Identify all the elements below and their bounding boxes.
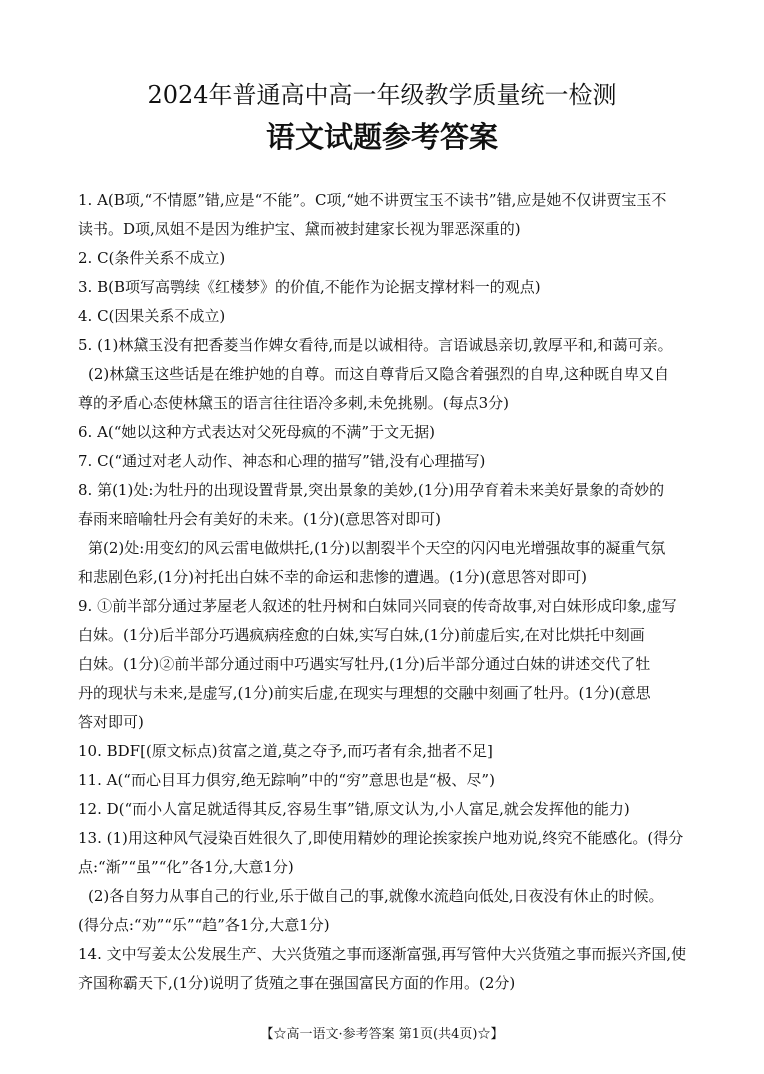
answer-line: 9. ①前半部分通过茅屋老人叙述的牡丹树和白妹同兴同衰的传奇故事,对白妹形成印象,虚写 [78, 597, 677, 615]
answer-line: 春雨来暗喻牡丹会有美好的未来。(1分)(意思答对即可) [78, 510, 441, 528]
answer-line: 8. 第(1)处:为牡丹的出现设置背景,突出景象的美妙,(1分)用孕育着未来美好景象的奇妙的 [78, 481, 665, 499]
answer-line: 14. 文中写姜太公发展生产、大兴货殖之事而逐渐富强,再写管仲大兴货殖之事而振兴齐国,使 [78, 945, 687, 963]
answer-line: 12. D(“而小人富足就适得其反,容易生事”错,原文认为,小人富足,就会发挥他的能力) [78, 800, 630, 818]
answer-line: 答对即可) [78, 713, 144, 731]
answer-line: 尊的矛盾心态使林黛玉的语言往往语冷多刺,未免挑剔。(每点3分) [78, 394, 510, 412]
answer-line: 读书。D项,凤姐不是因为维护宝、黛而被封建家长视为罪恶深重的) [78, 220, 521, 238]
answer-line: 1. A(B项,“不情愿”错,应是“不能”。C项,“她不讲贾宝玉不读书”错,应是她不仅讲贾宝玉不 [78, 191, 667, 209]
answer-line: 和悲剧色彩,(1分)衬托出白妹不幸的命运和悲惨的遭遇。(1分)(意思答对即可) [78, 568, 587, 586]
answer-line: 白妹。(1分)后半部分巧遇疯病痊愈的白妹,实写白妹,(1分)前虚后实,在对比烘托中刻画 [78, 626, 645, 644]
answer-line: (2)各自努力从事自己的行业,乐于做自己的事,就像水流趋向低处,日夜没有休止的时候。 [88, 887, 664, 905]
page-title: 2024年普通高中高一年级教学质量统一检测 [147, 81, 617, 109]
answer-line: 11. A(“而心目耳力俱穷,绝无踪响”中的“穷”意思也是“极、尽”) [78, 771, 495, 789]
answer-line: 5. (1)林黛玉没有把香菱当作婢女看待,而是以诚相待。言语诚恳亲切,敦厚平和,和蔼可亲。 [78, 336, 673, 354]
answer-line: 白妹。(1分)②前半部分通过雨中巧遇实写牡丹,(1分)后半部分通过白妹的讲述交代了牡 [78, 655, 651, 673]
answer-line: 13. (1)用这种风气浸染百姓很久了,即使用精妙的理论挨家挨户地劝说,终究不能感化。(得分 [78, 829, 684, 847]
answer-line: 7. C(“通过对老人动作、神态和心理的描写”错,没有心理描写) [78, 452, 486, 470]
answer-line: 10. BDF[(原文标点)贫富之道,莫之夺予,而巧者有余,拙者不足] [78, 742, 493, 760]
answer-line: 6. A(“她以这种方式表达对父死母疯的不满”于文无据) [78, 423, 435, 441]
page-subtitle: 语文试题参考答案 [265, 120, 498, 154]
answer-line: 2. C(条件关系不成立) [78, 249, 226, 267]
answer-line: 丹的现状与未来,是虚写,(1分)前实后虚,在现实与理想的交融中刻画了牡丹。(1分)(意思 [78, 684, 651, 702]
answer-line: (得分点:“劝”“乐”“趋”各1分,大意1分) [78, 916, 330, 934]
answer-line: 4. C(因果关系不成立) [78, 307, 226, 325]
answer-line: 3. B(B项写高鹗续《红楼梦》的价值,不能作为论据支撑材料一的观点) [78, 278, 541, 296]
answer-line: 第(2)处:用变幻的风云雷电做烘托,(1分)以割裂半个天空的闪闪电光增强故事的凝重气氛 [88, 539, 666, 557]
page-footer: 【☆高一语文·参考答案 第1页(共4页)☆】 [260, 1027, 504, 1042]
answer-line: 齐国称霸天下,(1分)说明了货殖之事在强国富民方面的作用。(2分) [78, 974, 516, 992]
answer-line: 点:“渐”“虽”“化”各1分,大意1分) [78, 858, 294, 876]
answer-line: (2)林黛玉这些话是在维护她的自尊。而这自尊背后又隐含着强烈的自卑,这种既自卑又自 [88, 365, 670, 383]
